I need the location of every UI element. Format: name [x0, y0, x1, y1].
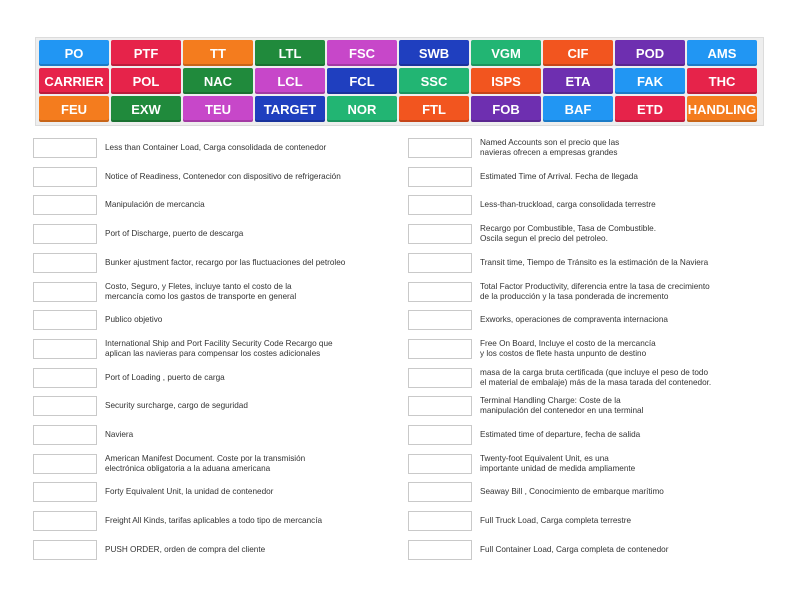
drop-slot[interactable]: [33, 482, 97, 502]
answer-tile[interactable]: POD: [615, 40, 685, 66]
definition-text: Full Truck Load, Carga completa terrestre: [480, 516, 632, 526]
definition-text: PUSH ORDER, orden de compra del cliente: [105, 544, 266, 554]
match-row: [408, 281, 768, 303]
drop-slot[interactable]: [33, 310, 97, 330]
match-row: [33, 367, 393, 389]
answer-tile[interactable]: PO: [39, 40, 109, 66]
answer-tile[interactable]: FEU: [39, 96, 109, 122]
definition-text: Security surcharge, cargo de seguridad: [105, 401, 248, 411]
answer-tile[interactable]: POL: [111, 68, 181, 94]
answer-tile[interactable]: TEU: [183, 96, 253, 122]
drop-slot[interactable]: [33, 368, 97, 388]
drop-slot[interactable]: [408, 138, 472, 158]
answer-tile[interactable]: PTF: [111, 40, 181, 66]
definition-text: International Ship and Port Facility Security Code Recargo que aplican las navieras para compensar los costes adicionales: [105, 338, 333, 358]
definition-text: Naviera: [105, 430, 134, 439]
match-row: [33, 481, 393, 503]
answer-tile[interactable]: FCL: [327, 68, 397, 94]
answer-tile[interactable]: THC: [687, 68, 757, 94]
match-row: [408, 481, 768, 503]
definition-text: American Manifest Document. Coste por la transmisión electrónica obligatoria a la aduana americana: [105, 453, 306, 473]
drop-slot[interactable]: [33, 253, 97, 273]
match-row: [408, 510, 768, 532]
match-row: [33, 539, 393, 561]
answer-tile[interactable]: NOR: [327, 96, 397, 122]
definition-text: Named Accounts son el precio que las navieras ofrecen a empresas grandes: [480, 138, 620, 157]
match-row: [408, 223, 768, 245]
drop-slot[interactable]: [408, 540, 472, 560]
definition-text: Bunker ajustment factor, recargo por las fluctuaciones del petroleo: [105, 257, 346, 267]
definition-text: Free On Board, Incluye el costo de la mercancía y los costos de flete hasta unpunto de destino: [480, 338, 656, 358]
definition-text: Estimated time of departure, fecha de salida: [480, 430, 641, 439]
match-row: [408, 252, 768, 274]
drop-slot[interactable]: [33, 454, 97, 474]
definition-text: Less-than-truckload, carga consolidada terrestre: [480, 200, 656, 210]
definition-text: masa de la carga bruta certificada (que incluye el peso de todo el material de embalaje) más de la masa tarada del contenedor.: [480, 367, 712, 387]
match-row: [408, 309, 768, 331]
definition-text: Full Container Load, Carga completa de contenedor: [480, 544, 669, 554]
match-row: [33, 395, 393, 417]
drop-slot[interactable]: [33, 511, 97, 531]
definition-text: Recargo por Combustible, Tasa de Combustible. Oscila segun el precio del petroleo.: [480, 224, 656, 244]
definition-text: Seaway Bill , Conocimiento de embarque marítimo: [480, 487, 664, 497]
definition-text: Twenty-foot Equivalent Unit, es una importante unidad de medida ampliamente: [480, 453, 636, 473]
answer-tile[interactable]: EXW: [111, 96, 181, 122]
definition-text: Forty Equivalent Unit, la unidad de contenedor: [105, 487, 274, 497]
answer-tile[interactable]: NAC: [183, 68, 253, 94]
answer-tile[interactable]: FTL: [399, 96, 469, 122]
answer-tile[interactable]: FAK: [615, 68, 685, 94]
drop-slot[interactable]: [33, 396, 97, 416]
definition-text: Exworks, operaciones de compraventa internaciona: [480, 315, 668, 325]
drop-slot[interactable]: [408, 310, 472, 330]
match-row: [33, 194, 393, 216]
answer-tile[interactable]: FSC: [327, 40, 397, 66]
drop-slot[interactable]: [408, 195, 472, 215]
definition-text: Port of Loading , puerto de carga: [105, 372, 225, 382]
match-row: [408, 338, 768, 360]
drop-slot[interactable]: [33, 224, 97, 244]
match-row: [33, 252, 393, 274]
answer-tile[interactable]: AMS: [687, 40, 757, 66]
answer-tile[interactable]: VGM: [471, 40, 541, 66]
definition-text: Less than Container Load, Carga consolidada de contenedor: [105, 143, 327, 152]
definition-text: Estimated Time of Arrival. Fecha de llegada: [480, 171, 638, 181]
match-row: [408, 453, 768, 475]
answer-tile[interactable]: BAF: [543, 96, 613, 122]
drop-slot[interactable]: [33, 195, 97, 215]
match-row: [33, 281, 393, 303]
answer-tile[interactable]: ETA: [543, 68, 613, 94]
definition-text: Total Factor Productivity, diferencia entre la tasa de crecimiento de la producción y la tasa ponderada de incremento: [480, 281, 710, 301]
answer-tile[interactable]: ETD: [615, 96, 685, 122]
answer-tile[interactable]: SWB: [399, 40, 469, 66]
definition-text: Port of Discharge, puerto de descarga: [105, 229, 244, 239]
drop-slot[interactable]: [408, 368, 472, 388]
answer-tile[interactable]: LTL: [255, 40, 325, 66]
match-row: [33, 309, 393, 331]
drop-slot[interactable]: [408, 339, 472, 359]
definition-text: Notice of Readiness, Contenedor con dispositivo de refrigeración: [105, 171, 341, 181]
answer-tile[interactable]: HANDLING: [687, 96, 757, 122]
match-row: [33, 510, 393, 532]
answer-tile[interactable]: TT: [183, 40, 253, 66]
drop-slot[interactable]: [408, 167, 472, 187]
answer-tile[interactable]: TARGET: [255, 96, 325, 122]
drop-slot[interactable]: [33, 138, 97, 158]
answer-tile[interactable]: ISPS: [471, 68, 541, 94]
drop-slot[interactable]: [408, 253, 472, 273]
drop-slot[interactable]: [33, 282, 97, 302]
match-row: [33, 453, 393, 475]
drop-slot[interactable]: [33, 425, 97, 445]
match-row: [408, 395, 768, 417]
drop-slot[interactable]: [408, 224, 472, 244]
match-row: [33, 424, 393, 446]
answer-tile[interactable]: SSC: [399, 68, 469, 94]
match-row: [408, 194, 768, 216]
match-row: [33, 166, 393, 188]
match-row: [408, 137, 768, 159]
match-row: [33, 137, 393, 159]
drop-slot[interactable]: [408, 425, 472, 445]
definition-text: Freight All Kinds, tarifas aplicables a todo tipo de mercancía: [105, 516, 323, 526]
match-row: [408, 539, 768, 561]
match-row: [33, 223, 393, 245]
drop-slot[interactable]: [33, 540, 97, 560]
definition-text: Manipulación de mercancia: [105, 200, 205, 210]
drop-slot[interactable]: [408, 511, 472, 531]
drop-slot[interactable]: [33, 339, 97, 359]
drop-slot[interactable]: [33, 167, 97, 187]
match-row: [408, 166, 768, 188]
definition-text: Terminal Handling Charge: Coste de la manipulación del contenedor en una terminal: [480, 396, 644, 416]
answer-tile[interactable]: CARRIER: [39, 68, 109, 94]
match-row: [408, 367, 768, 389]
drop-slot[interactable]: [408, 482, 472, 502]
drop-slot[interactable]: [408, 396, 472, 416]
definition-text: Costo, Seguro, y Fletes, incluye tanto el costo de la mercancía como los gastos de transporte en general: [105, 281, 297, 301]
definition-text: Transit time, Tiempo de Tránsito es la estimación de la Naviera: [480, 257, 709, 267]
definition-text: Publico objetivo: [105, 315, 163, 325]
answer-tile[interactable]: FOB: [471, 96, 541, 122]
match-row: [33, 338, 393, 360]
match-row: [408, 424, 768, 446]
drop-slot[interactable]: [408, 282, 472, 302]
drop-slot[interactable]: [408, 454, 472, 474]
answer-tile[interactable]: LCL: [255, 68, 325, 94]
answer-tile[interactable]: CIF: [543, 40, 613, 66]
